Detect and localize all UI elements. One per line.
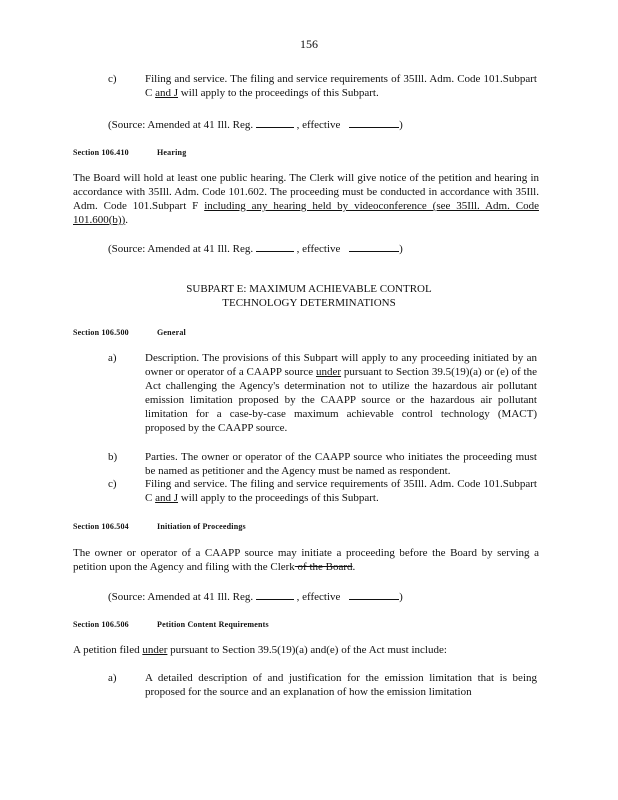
source-suffix: ) [399, 243, 403, 255]
deleted-text: of the Board [294, 561, 353, 573]
source-note [108, 116, 403, 132]
item-label: b) [108, 451, 118, 463]
section-number: Section 106.500 [73, 328, 129, 337]
text-run: Filing and service. The filing and service requirements of 35Ill. Adm. Code 101.Subpart C [145, 478, 537, 504]
item-label: c) [108, 478, 117, 490]
section-title: Hearing [157, 148, 187, 157]
section-number: Section 106.504 [73, 522, 129, 531]
blank-line [256, 116, 294, 128]
parties-paragraph: Parties. The owner or operator of the CAAPP source who initiates the proceeding must be named as petitioner and the Agency must be named as respondent. [145, 451, 537, 477]
blank-line [349, 240, 399, 252]
inserted-text: and J [155, 492, 179, 504]
text-run: The Board will hold at least one public hearing. The Clerk will give notice of the petition and hearing in accordance with 35Ill. Adm. Code 101.602. The proceeding must be conducted in accordance with 35Ill. Adm. Code 101.Subpart F [73, 172, 539, 212]
initiation-paragraph [73, 546, 539, 574]
section-number: Section 106.410 [73, 148, 129, 157]
section-number: Section 106.506 [73, 620, 129, 629]
item-label: c) [108, 73, 117, 85]
text-run: . [125, 214, 128, 226]
source-suffix: ) [399, 591, 403, 603]
text-run: will apply to the proceedings of this Subpart. [178, 492, 379, 504]
text-run: Filing and service. The filing and service requirements of 35Ill. Adm. Code 101.Subpart C [145, 73, 537, 99]
section-title: General [157, 328, 186, 337]
source-mid: , effective [296, 119, 341, 131]
subpart-heading-line2: TECHNOLOGY DETERMINATIONS [222, 297, 396, 309]
description-paragraph [145, 351, 537, 435]
text-run: Description. The provisions of this Subpart will apply to any proceeding initiated by an owner or operator of a CAAPP source [145, 352, 537, 378]
page-number: 156 [300, 37, 318, 51]
text-run: A petition filed [73, 644, 143, 656]
text-run: pursuant to Section 39.5(19)(a) and(e) of the Act must include: [167, 644, 447, 656]
source-mid: , effective [296, 243, 341, 255]
source-note [108, 588, 403, 604]
source-prefix: (Source: Amended at 41 Ill. Reg. [108, 119, 254, 131]
inserted-text: under [316, 366, 342, 378]
source-mid: , effective [296, 591, 341, 603]
blank-line [349, 116, 399, 128]
inserted-text: under [142, 644, 168, 656]
source-prefix: (Source: Amended at 41 Ill. Reg. [108, 243, 254, 255]
filing-service-paragraph [145, 72, 537, 100]
inserted-text: including any hearing held by videoconference (see 35Ill. Adm. Code 101.600(b)) [73, 200, 539, 226]
detailed-description-paragraph: A detailed description of and justification for the emission limitation that is being proposed for the source and an explanation of how the emission limitation [145, 672, 537, 698]
source-note [108, 240, 403, 256]
blank-line [256, 588, 294, 600]
item-label: a) [108, 352, 117, 364]
section-title: Initiation of Proceedings [157, 522, 246, 531]
blank-line [349, 588, 399, 600]
source-suffix: ) [399, 119, 403, 131]
text-run: will apply to the proceedings of this Subpart. [178, 87, 379, 99]
blank-line [256, 240, 294, 252]
text-run: The owner or operator of a CAAPP source may initiate a proceeding before the Board by serving a petition upon the Agency and filing with the Clerk [73, 547, 539, 573]
filing-service-paragraph [145, 477, 537, 505]
hearing-paragraph [73, 171, 539, 227]
subpart-heading-line1: SUBPART E: MAXIMUM ACHIEVABLE CONTROL [186, 283, 432, 295]
section-title: Petition Content Requirements [157, 620, 269, 629]
petition-intro-paragraph [73, 643, 539, 657]
text-run: . [352, 561, 356, 573]
source-prefix: (Source: Amended at 41 Ill. Reg. [108, 591, 254, 603]
inserted-text: and J [155, 87, 179, 99]
text-run: pursuant to Section 39.5(19)(a) or (e) of the Act challenging the Agency's determination not to utilize the hazardous air pollutant emission limitation proposed by the CAAPP source or the hazardous air pollutant limitation for a case-by-case maximum achievable control technology (MACT) proposed by the CAAPP source. [145, 366, 537, 434]
item-label: a) [108, 672, 117, 684]
